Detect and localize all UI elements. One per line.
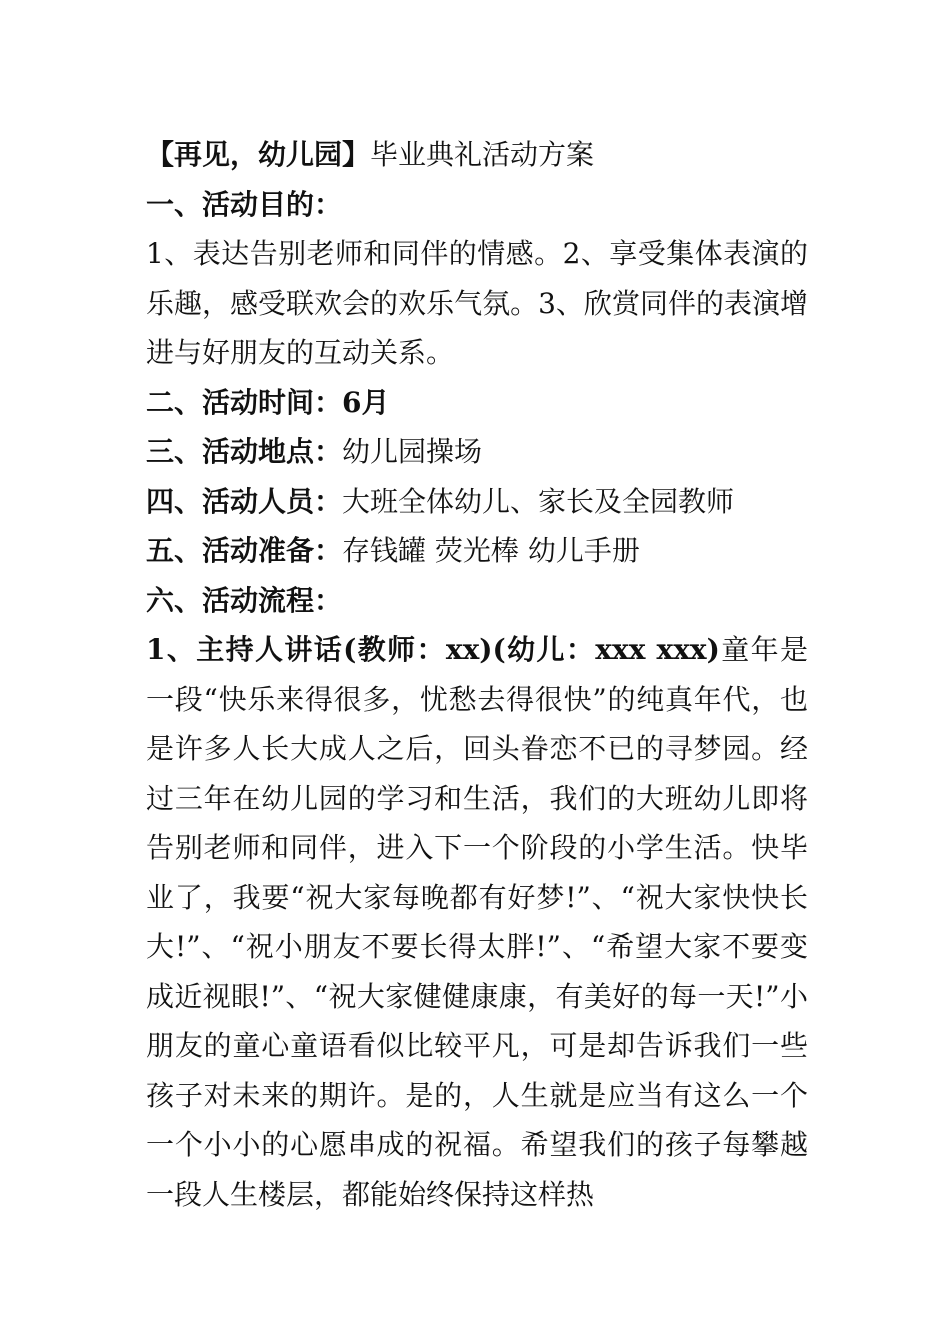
- section-1-heading: 一、活动目的：: [146, 187, 343, 221]
- section-3-value: 幼儿园操场: [342, 435, 483, 468]
- section-3: [146, 427, 808, 477]
- title-bracket-part: 【再见，幼儿园】: [146, 138, 371, 171]
- section-1-text: 1、表达告别老师和同伴的情感。2、享受集体表演的乐趣，感受联欢会的欢乐气氛。3、欣赏同伴的表演增进与好朋友的互动关系。: [146, 237, 808, 369]
- section-6-heading: 六、活动流程：: [146, 583, 343, 617]
- document-body: [146, 130, 808, 1219]
- section-3-heading: 三、活动地点：: [146, 435, 343, 468]
- section-5: [146, 526, 808, 576]
- step-1-heading: 1、主持人讲话(教师：xx)(幼儿：xxx xxx): [146, 633, 720, 666]
- section-5-heading: 五、活动准备：: [146, 534, 343, 567]
- section-4-value: 大班全体幼儿、家长及全园教师: [342, 484, 735, 518]
- section-4-heading: 四、活动人员：: [146, 484, 343, 518]
- section-5-value: 存钱罐 荧光棒 幼儿手册: [342, 534, 640, 567]
- document-title: [146, 130, 808, 180]
- section-4: [146, 477, 808, 527]
- title-rest: 毕业典礼活动方案: [370, 138, 595, 171]
- step-1-paragraph: [146, 625, 808, 1219]
- step-1-text: 童年是一段“快乐来得很多，忧愁去得很快”的纯真年代，也是许多人长大成人之后，回头眷恋不已的寻梦园。经过三年在幼儿园的学习和生活，我们的大班幼儿即将告别老师和同伴，进入下一个阶段的小学生活。快毕业了，我要“祝大家每晚都有好梦!”、“祝大家快快长大!”、“祝小朋友不要长得太胖!”、“希望大家不要变成近视眼!”、“祝大家健健康康，有美好的每一天!”小朋友的童心童语看似比较平凡，可是却告诉我们一些孩子对未来的期许。是的，人生就是应当有这么一个一个小小的心愿串成的祝福。希望我们的孩子每攀越一段人生楼层，都能始终保持这样热: [146, 633, 808, 1211]
- section-2-heading: 二、活动时间：6月: [146, 385, 390, 419]
